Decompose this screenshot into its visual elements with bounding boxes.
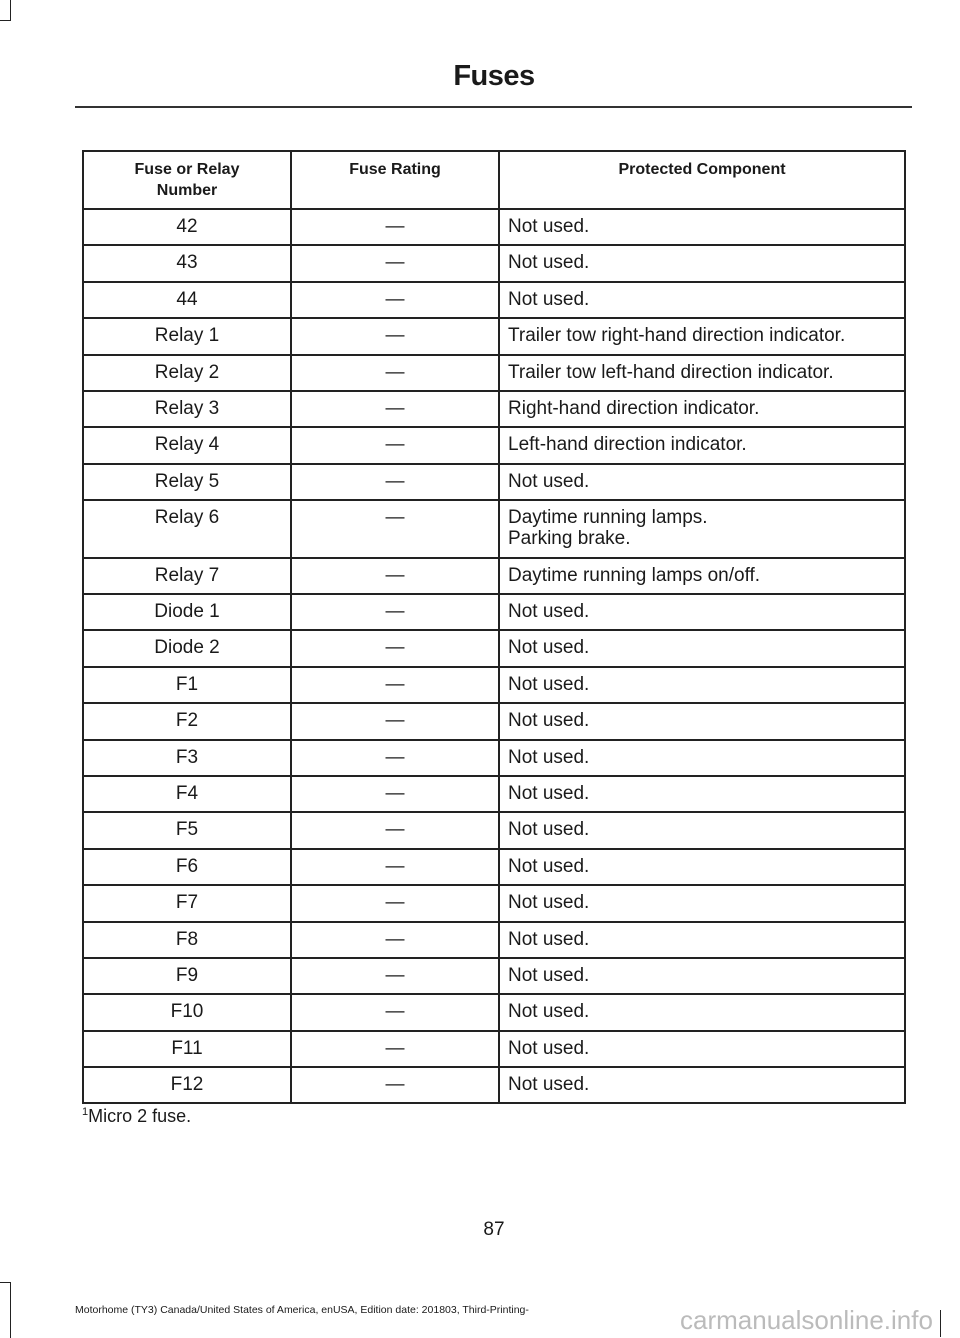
fuse-number-cell: F4: [83, 776, 291, 812]
table-row: [83, 245, 905, 281]
page-title: Fuses: [453, 60, 535, 92]
fuse-rating-cell: —: [291, 740, 499, 776]
table-row: [83, 427, 905, 463]
fuse-number-cell: 43: [83, 245, 291, 281]
crop-mark: [940, 1310, 942, 1337]
table-row: [83, 391, 905, 427]
fuse-number-cell: F8: [83, 922, 291, 958]
protected-component-cell: Not used.: [499, 245, 905, 281]
table-row: [83, 318, 905, 354]
protected-component-cell: Not used.: [499, 282, 905, 318]
fuse-rating-cell: —: [291, 318, 499, 354]
table-row: [83, 703, 905, 739]
protected-component-cell: Not used.: [499, 958, 905, 994]
protected-component-cell: Not used.: [499, 1067, 905, 1103]
fuse-number-cell: F6: [83, 849, 291, 885]
table-row: [83, 500, 905, 558]
fuse-number-cell: 42: [83, 209, 291, 245]
protected-component-cell: Left-hand direction indicator.: [499, 427, 905, 463]
page-number: 87: [483, 1219, 505, 1240]
protected-component-cell: Not used.: [499, 1031, 905, 1067]
fuse-rating-cell: —: [291, 245, 499, 281]
fuse-rating-cell: —: [291, 500, 499, 558]
fuse-number-cell: F2: [83, 703, 291, 739]
fuse-rating-cell: —: [291, 703, 499, 739]
protected-component-cell: Not used.: [499, 740, 905, 776]
table-row: [83, 594, 905, 630]
column-header: Fuse or Relay Number: [83, 151, 291, 209]
fuse-rating-cell: —: [291, 282, 499, 318]
table-row: [83, 667, 905, 703]
table-row: [83, 776, 905, 812]
fuse-rating-cell: —: [291, 558, 499, 594]
fuse-rating-cell: —: [291, 427, 499, 463]
table-row: [83, 355, 905, 391]
fuse-number-cell: Relay 7: [83, 558, 291, 594]
fuse-number-cell: Relay 6: [83, 500, 291, 558]
fuse-rating-cell: —: [291, 922, 499, 958]
fuse-rating-cell: —: [291, 594, 499, 630]
fuse-table: [82, 150, 906, 1104]
fuse-rating-cell: —: [291, 391, 499, 427]
fuse-number-cell: F10: [83, 994, 291, 1030]
protected-component-cell: Not used.: [499, 922, 905, 958]
protected-component-cell: Trailer tow right-hand direction indicator.: [499, 318, 905, 354]
fuse-rating-cell: —: [291, 355, 499, 391]
fuse-number-cell: Diode 2: [83, 630, 291, 666]
watermark: carmanualsonline.info: [680, 1305, 933, 1335]
column-header: Fuse Rating: [291, 151, 499, 209]
protected-component-cell: Not used.: [499, 209, 905, 245]
footnote-marker: 1: [82, 1106, 89, 1118]
fuse-number-cell: F1: [83, 667, 291, 703]
fuse-number-cell: Diode 1: [83, 594, 291, 630]
fuse-number-cell: F7: [83, 885, 291, 921]
protected-component-cell: Not used.: [499, 630, 905, 666]
fuse-number-cell: F5: [83, 812, 291, 848]
fuse-rating-cell: —: [291, 630, 499, 666]
protected-component-cell: Right-hand direction indicator.: [499, 391, 905, 427]
footnote: [82, 1106, 191, 1127]
protected-component-cell: Not used.: [499, 885, 905, 921]
protected-component-cell: Not used.: [499, 849, 905, 885]
fuse-number-cell: Relay 1: [83, 318, 291, 354]
edition-info: Motorhome (TY3) Canada/United States of America, enUSA, Edition date: 201803, Third-Printing-: [75, 1304, 529, 1316]
protected-component-cell: Not used.: [499, 464, 905, 500]
table-row: [83, 849, 905, 885]
fuse-rating-cell: —: [291, 1067, 499, 1103]
fuse-rating-cell: —: [291, 1031, 499, 1067]
table-row: [83, 1031, 905, 1067]
table-row: [83, 922, 905, 958]
table-row: [83, 1067, 905, 1103]
fuse-number-cell: Relay 4: [83, 427, 291, 463]
fuse-number-cell: F3: [83, 740, 291, 776]
protected-component-cell: Not used.: [499, 994, 905, 1030]
protected-component-cell: Daytime running lamps on/off.: [499, 558, 905, 594]
fuse-number-cell: 44: [83, 282, 291, 318]
protected-component-cell: Not used.: [499, 776, 905, 812]
table-row: [83, 282, 905, 318]
fuse-rating-cell: —: [291, 958, 499, 994]
fuse-number-cell: F12: [83, 1067, 291, 1103]
table-row: [83, 209, 905, 245]
table-row: [83, 958, 905, 994]
table-row: [83, 630, 905, 666]
protected-component-cell: Daytime running lamps. Parking brake.: [499, 500, 905, 558]
footnote-text: Micro 2 fuse.: [88, 1106, 192, 1126]
fuse-number-cell: Relay 5: [83, 464, 291, 500]
fuse-rating-cell: —: [291, 667, 499, 703]
protected-component-cell: Not used.: [499, 812, 905, 848]
fuse-rating-cell: —: [291, 849, 499, 885]
crop-mark: [0, 0, 11, 21]
crop-mark: [0, 1282, 11, 1338]
fuse-rating-cell: —: [291, 812, 499, 848]
fuse-number-cell: F11: [83, 1031, 291, 1067]
table-row: [83, 558, 905, 594]
protected-component-cell: Trailer tow left-hand direction indicator.: [499, 355, 905, 391]
protected-component-cell: Not used.: [499, 703, 905, 739]
column-header: Protected Component: [499, 151, 905, 209]
fuse-rating-cell: —: [291, 464, 499, 500]
table-row: [83, 812, 905, 848]
fuse-rating-cell: —: [291, 776, 499, 812]
title-divider: [75, 106, 912, 108]
table-row: [83, 740, 905, 776]
fuse-number-cell: Relay 3: [83, 391, 291, 427]
fuse-number-cell: Relay 2: [83, 355, 291, 391]
table-row: [83, 885, 905, 921]
fuse-rating-cell: —: [291, 209, 499, 245]
fuse-rating-cell: —: [291, 994, 499, 1030]
fuse-number-cell: F9: [83, 958, 291, 994]
table-row: [83, 464, 905, 500]
table-row: [83, 994, 905, 1030]
fuse-rating-cell: —: [291, 885, 499, 921]
protected-component-cell: Not used.: [499, 667, 905, 703]
protected-component-cell: Not used.: [499, 594, 905, 630]
